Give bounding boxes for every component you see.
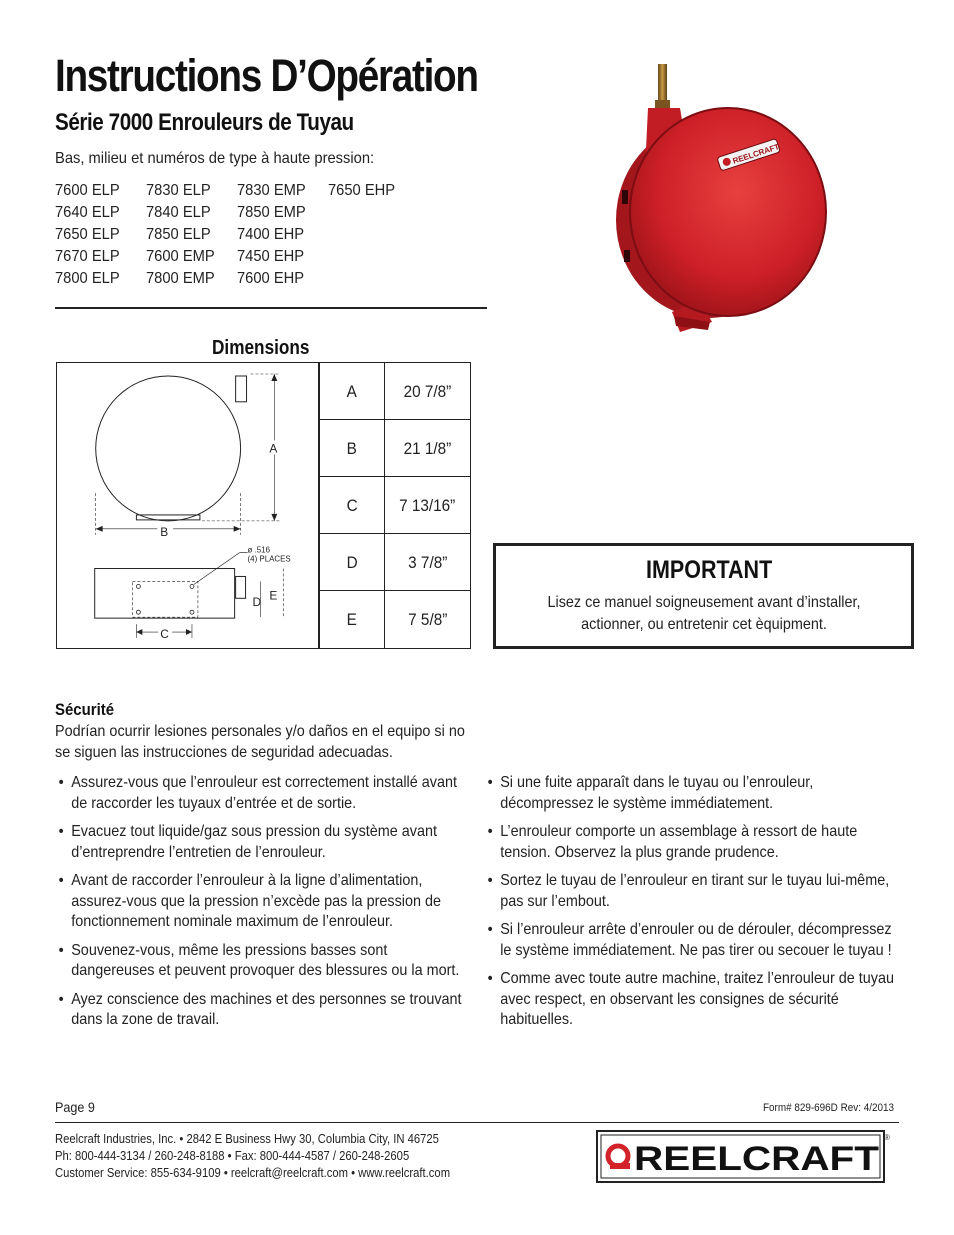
model-item [328, 246, 412, 268]
dim-label-a: A [269, 441, 278, 456]
page-subtitle: Série 7000 Enrouleurs de Tuyau [55, 109, 354, 136]
list-item: • Si l’enrouleur arrête d’enrouler ou de dérouler, décompressez le système immédiatement. Ne pas tirer ou secouer le tuyau ! [484, 920, 898, 961]
model-item: 7650 ELP [55, 226, 120, 243]
list-item: • Si une fuite apparaît dans le tuyau ou l’enrouleur, décompressez le système immédiatement. [484, 773, 898, 814]
dim-label-b: B [160, 524, 169, 539]
reel-brand-text: REELCRAFT [731, 142, 781, 166]
model-item: 7640 ELP [55, 204, 120, 221]
dim-label-places: (4) PLACES [247, 554, 291, 564]
form-number: Form# 829-696D Rev: 4/2013 [763, 1102, 894, 1114]
dim-label-hole: ø .516 [247, 545, 271, 555]
section-divider [55, 307, 487, 309]
dimension-value: 21 1/8” [403, 438, 452, 458]
dimension-diagram [57, 363, 320, 648]
safety-intro: Podrían ocurrir lesiones personales y/o daños en el equipo si no se siguen las instrucciones de seguridad adecuadas. [55, 723, 465, 761]
list-item: • Avant de raccorder l’enrouleur à la ligne d’alimentation, assurez-vous que la pression n’excède pas la pression de fonctionnement nominale maximum de l’enrouleur. [55, 871, 469, 933]
model-item: 7830 ELP [146, 182, 211, 199]
dimension-key: C [346, 495, 358, 515]
dimension-key: B [346, 438, 358, 458]
address-line: Customer Service: 855-634-9109 • reelcraft@reelcraft.com • www.reelcraft.com [55, 1166, 451, 1180]
dim-label-c: C [160, 626, 169, 641]
list-item: • L’enrouleur comporte un assemblage à ressort de haute tension. Observez la plus grande prudence. [484, 822, 898, 863]
dimension-value: 20 7/8” [403, 381, 452, 401]
dimension-value: 3 7/8” [407, 552, 448, 572]
model-item: 7850 ELP [146, 226, 211, 243]
model-item: 7600 ELP [55, 182, 120, 199]
table-row [320, 534, 470, 591]
list-item: • Evacuez tout liquide/gaz sous pression du système avant d’entreprendre l’entretien de l’enrouleur. [55, 822, 469, 863]
list-item: • Souvenez-vous, même les pressions basses sont dangereuses et peuvent provoquer des blessures ou la mort. [55, 941, 469, 982]
model-item: 7600 EHP [237, 270, 305, 287]
model-item [328, 268, 412, 290]
model-list [55, 180, 419, 290]
dimension-value: 7 5/8” [407, 609, 448, 629]
company-address [55, 1131, 450, 1182]
model-item: 7800 EMP [146, 270, 215, 287]
safety-title: Sécurité [55, 700, 115, 719]
important-title: IMPORTANT [646, 556, 773, 584]
dim-label-d: D [252, 595, 262, 610]
safety-list-right [484, 773, 898, 1039]
model-item: 7450 EHP [237, 248, 305, 265]
dimension-key: A [346, 381, 358, 401]
dimension-value: 7 13/16” [399, 495, 456, 515]
page-title: Instructions D’Opération [55, 50, 478, 101]
dimension-key: D [346, 552, 358, 572]
address-line: Ph: 800-444-3134 / 260-248-8188 • Fax: 800-444-4587 / 260-248-2605 [55, 1149, 410, 1163]
dim-label-e: E [269, 588, 278, 603]
important-text: Lisez ce manuel soigneusement avant d’installer, actionner, ou entretenir cet èquipment. [547, 594, 861, 633]
dimensions-table [320, 363, 470, 648]
list-item: • Comme avec toute autre machine, traitez l’enrouleur de tuyau avec respect, en observant les consignes de sécurité habituelles. [484, 969, 898, 1031]
model-item: 7800 ELP [55, 270, 120, 287]
address-line: Reelcraft Industries, Inc. • 2842 E Business Hwy 30, Columbia City, IN 46725 [55, 1132, 439, 1146]
table-row [320, 591, 470, 648]
model-item: 7650 EHP [328, 182, 396, 199]
model-item: 7600 EMP [146, 248, 215, 265]
list-item: • Sortez le tuyau de l’enrouleur en tirant sur le tuyau lui-même, pas sur l’embout. [484, 871, 898, 912]
models-intro: Bas, milieu et numéros de type à haute pression: [55, 150, 375, 167]
list-item: • Ayez conscience des machines et des personnes se trouvant dans la zone de travail. [55, 990, 469, 1031]
dimensions-title: Dimensions [212, 337, 310, 359]
table-row [320, 363, 470, 420]
logo-text: REELCRAFT [634, 1140, 880, 1178]
page-number: Page 9 [55, 1099, 95, 1115]
model-item: 7850 EMP [237, 204, 306, 221]
model-item: 7840 ELP [146, 204, 211, 221]
table-row [320, 420, 470, 477]
reelcraft-logo [596, 1130, 888, 1184]
table-row [320, 477, 470, 534]
important-notice [493, 543, 914, 649]
list-item: • Assurez-vous que l’enrouleur est correctement installé avant de raccorder les tuyaux d’entrée et de sortie. [55, 773, 469, 814]
model-item: 7400 EHP [237, 226, 305, 243]
dimension-key: E [346, 609, 358, 629]
model-item: 7670 ELP [55, 248, 120, 265]
hose-reel-image [600, 60, 840, 340]
footer-divider [55, 1122, 899, 1123]
registered-mark: ® [884, 1133, 890, 1142]
dimensions-box [56, 362, 471, 649]
safety-list-left [55, 773, 469, 1039]
model-item: 7830 EMP [237, 182, 306, 199]
model-item [328, 202, 412, 224]
model-item [328, 224, 412, 246]
